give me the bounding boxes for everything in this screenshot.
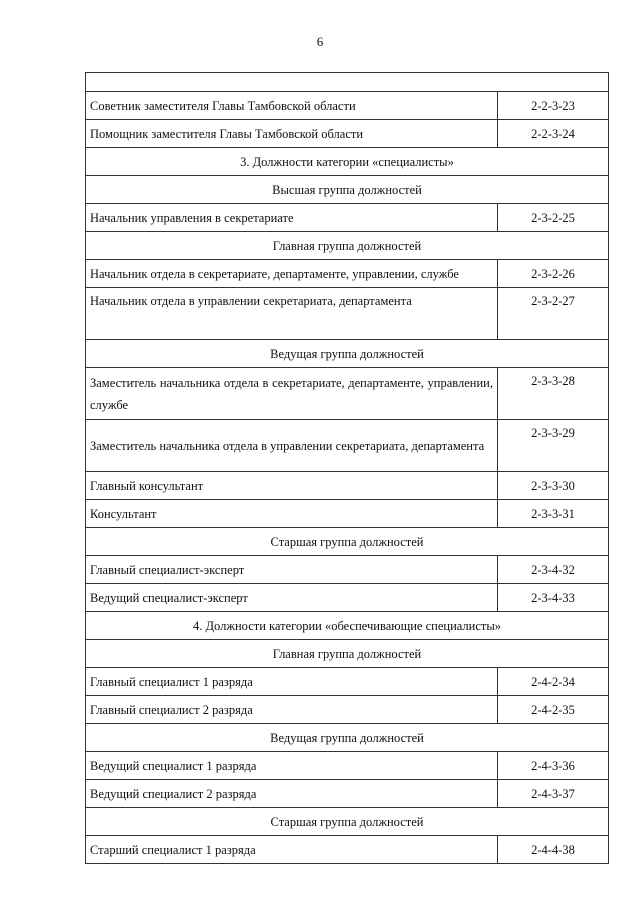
table-empty-row — [86, 73, 609, 92]
table-row — [86, 420, 609, 472]
table-row — [86, 260, 609, 288]
position-title: Старший специалист 1 разряда — [86, 836, 498, 864]
section-header: Главная группа должностей — [86, 640, 609, 668]
position-title: Главный специалист 1 разряда — [86, 668, 498, 696]
position-code: 2-3-3-29 — [498, 420, 609, 472]
section-header: Старшая группа должностей — [86, 528, 609, 556]
section-header: Ведущая группа должностей — [86, 340, 609, 368]
positions-table — [85, 72, 609, 864]
position-code: 2-4-3-37 — [498, 780, 609, 808]
position-title: Консультант — [86, 500, 498, 528]
section-header: Ведущая группа должностей — [86, 724, 609, 752]
section-header: 3. Должности категории «специалисты» — [86, 148, 609, 176]
position-title: Ведущий специалист 1 разряда — [86, 752, 498, 780]
position-code: 2-3-4-33 — [498, 584, 609, 612]
position-title: Начальник отдела в секретариате, департаменте, управлении, службе — [86, 260, 498, 288]
table-row — [86, 556, 609, 584]
position-code: 2-3-4-32 — [498, 556, 609, 584]
section-header-row — [86, 148, 609, 176]
position-code: 2-3-3-28 — [498, 368, 609, 420]
section-header-row — [86, 808, 609, 836]
section-header: 4. Должности категории «обеспечивающие специалисты» — [86, 612, 609, 640]
section-header: Главная группа должностей — [86, 232, 609, 260]
positions-table-body — [86, 73, 609, 864]
position-code: 2-4-2-35 — [498, 696, 609, 724]
table-row — [86, 472, 609, 500]
table-row — [86, 836, 609, 864]
section-header-row — [86, 612, 609, 640]
table-row — [86, 120, 609, 148]
position-title: Главный специалист 2 разряда — [86, 696, 498, 724]
position-code: 2-2-3-24 — [498, 120, 609, 148]
section-header: Высшая группа должностей — [86, 176, 609, 204]
position-title: Главный специалист-эксперт — [86, 556, 498, 584]
table-row — [86, 92, 609, 120]
position-code: 2-2-3-23 — [498, 92, 609, 120]
position-title: Ведущий специалист 2 разряда — [86, 780, 498, 808]
table-row — [86, 500, 609, 528]
position-title: Заместитель начальника отдела в управлении секретариата, департамента — [86, 420, 498, 472]
section-header-row — [86, 528, 609, 556]
position-code: 2-3-2-25 — [498, 204, 609, 232]
table-row — [86, 584, 609, 612]
position-code: 2-3-3-31 — [498, 500, 609, 528]
table-row — [86, 368, 609, 420]
position-title: Начальник управления в секретариате — [86, 204, 498, 232]
empty-cell — [86, 73, 609, 92]
table-row — [86, 288, 609, 340]
position-title: Помощник заместителя Главы Тамбовской области — [86, 120, 498, 148]
position-title: Заместитель начальника отдела в секретариате, департаменте, управлении, службе — [86, 368, 498, 420]
page-number: 6 — [316, 34, 324, 49]
section-header-row — [86, 340, 609, 368]
position-code: 2-3-2-27 — [498, 288, 609, 340]
position-code: 2-4-3-36 — [498, 752, 609, 780]
table-row — [86, 696, 609, 724]
table-row — [86, 668, 609, 696]
section-header-row — [86, 232, 609, 260]
position-title: Главный консультант — [86, 472, 498, 500]
section-header: Старшая группа должностей — [86, 808, 609, 836]
position-title: Начальник отдела в управлении секретариата, департамента — [86, 288, 498, 340]
position-code: 2-3-2-26 — [498, 260, 609, 288]
position-code: 2-4-2-34 — [498, 668, 609, 696]
table-row — [86, 752, 609, 780]
position-code: 2-3-3-30 — [498, 472, 609, 500]
table-row — [86, 204, 609, 232]
position-title: Советник заместителя Главы Тамбовской области — [86, 92, 498, 120]
section-header-row — [86, 640, 609, 668]
position-code: 2-4-4-38 — [498, 836, 609, 864]
table-row — [86, 780, 609, 808]
section-header-row — [86, 176, 609, 204]
position-title: Ведущий специалист-эксперт — [86, 584, 498, 612]
section-header-row — [86, 724, 609, 752]
